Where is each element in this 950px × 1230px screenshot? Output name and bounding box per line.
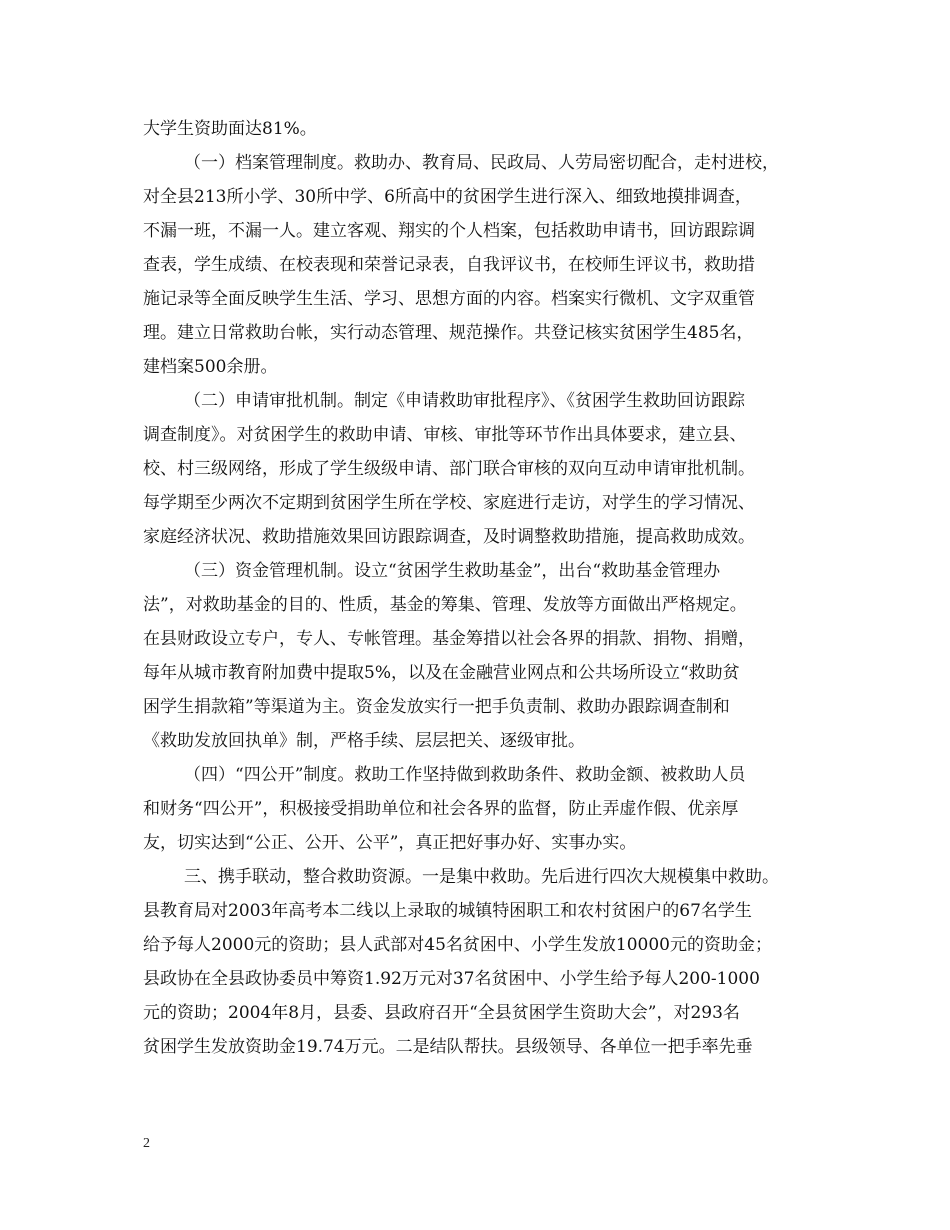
body-line: 校、村三级网络，形成了学生级级申请、部门联合审核的双向互动申请审批机制。 [143,459,755,479]
body-line: 不漏一班，不漏一人。建立客观、翔实的个人档案，包括救助申请书，回访跟踪调 [143,221,755,241]
body-line: 理。建立日常救助台帐，实行动态管理、规范操作。共登记核实贫困学生485名， [143,323,754,343]
body-line: 施记录等全面反映学生生活、学习、思想方面的内容。档案实行微机、文字双重管 [143,289,755,309]
body-line: 对全县213所小学、30所中学、6所高中的贫困学生进行深入、细致地摸排调查， [143,187,752,207]
body-line: 法”，对救助基金的目的、性质，基金的筹集、管理、发放等方面做出严格规定。 [143,595,747,615]
body-line: 县政协在全县政协委员中筹资1.92万元对37名贫困中、小学生给予每人200-1000 [143,969,760,989]
body-line: 给予每人2000元的资助；县人武部对45名贫困中、小学生发放10000元的资助金； [143,935,772,955]
body-line: 建档案500余册。 [143,357,278,377]
body-line: 元的资助；2004年8月，县委、县政府召开“全县贫困学生资助大会”，对293名 [143,1003,740,1023]
body-line: 友，切实达到“公正、公开、公平”，真正把好事办好、实事办实。 [143,833,637,853]
body-line: 县教育局对2003年高考本二线以上录取的城镇特困职工和农村贫困户的67名学生 [143,901,752,921]
body-line: 每年从城市教育附加费中提取5%，以及在金融营业网点和公共场所设立“救助贫 [143,663,740,683]
body-line: 贫困学生发放资助金19.74万元。二是结队帮扶。县级领导、各单位一把手率先垂 [143,1037,753,1057]
body-line: 查表，学生成绩、在校表现和荣誉记录表，自我评议书，在校师生评议书，救助措 [143,255,755,275]
body-line: （三）资金管理机制。设立“贫困学生救助基金”，出台“救助基金管理办 [184,561,721,581]
body-line: 每学期至少两次不定期到贫困学生所在学校、家庭进行走访，对学生的学习情况、 [143,493,755,513]
body-line: 三、携手联动，整合救助资源。一是集中救助。先后进行四次大规模集中救助。 [184,867,779,887]
body-line: （四）“四公开”制度。救助工作坚持做到救助条件、救助金额、被救助人员 [184,765,746,785]
page-number: 2 [143,1136,150,1151]
body-line: 《救助发放回执单》制，严格手续、层层把关、逐级审批。 [143,731,585,751]
body-line: 在县财政设立专户，专人、专帐管理。基金筹措以社会各界的捐款、捐物、捐赠， [143,629,755,649]
body-line: （一）档案管理制度。救助办、教育局、民政局、人劳局密切配合，走村进校， [184,153,779,173]
body-line: 和财务“四公开”，积极接受捐助单位和社会各界的监督，防止弄虚作假、优亲厚 [143,799,739,819]
body-line: （二）申请审批机制。制定《申请救助审批程序》、《贫困学生救助回访跟踪 [184,391,745,411]
body-line: 调查制度》。对贫困学生的救助申请、审核、审批等环节作出具体要求，建立县、 [143,425,747,445]
body-line: 大学生资助面达81%。 [143,119,317,139]
body-line: 家庭经济状况、救助措施效果回访跟踪调查，及时调整救助措施，提高救助成效。 [143,527,755,547]
body-line: 困学生捐款箱”等渠道为主。资金发放实行一把手负责制、救助办跟踪调查制和 [143,697,730,717]
